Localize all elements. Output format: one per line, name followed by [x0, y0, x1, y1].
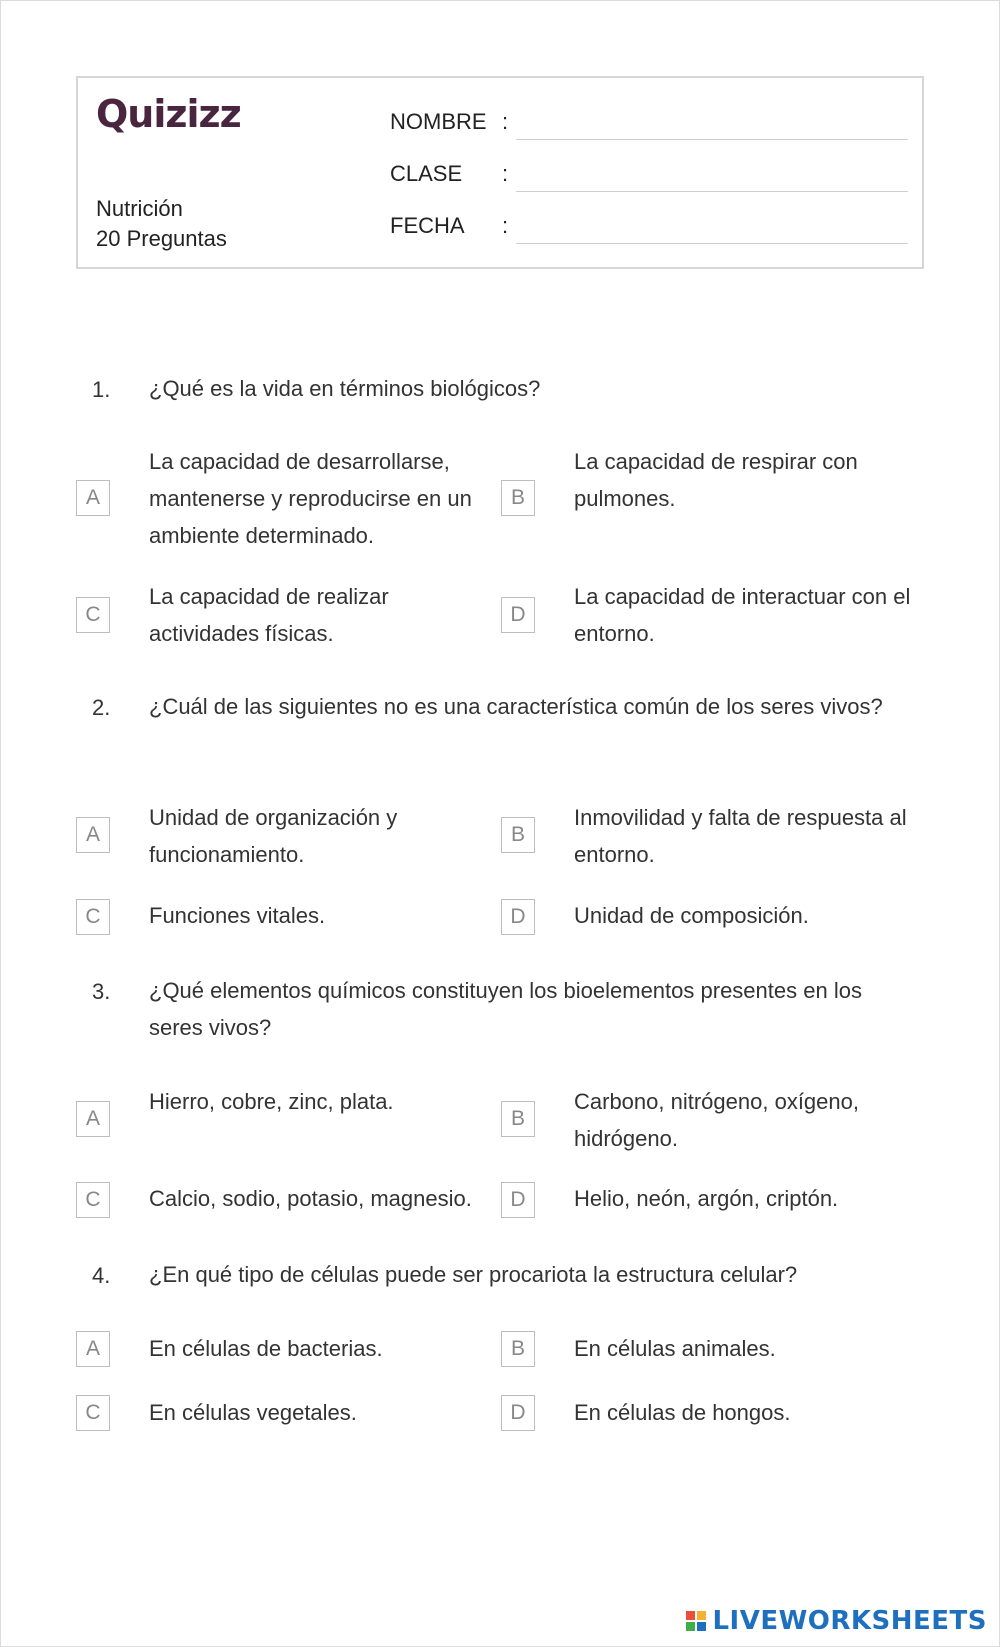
option-text: La capacidad de realizar actividades físicas. [149, 584, 389, 646]
question-text: ¿Qué elementos químicos constituyen los bioelementos presentes en los seres vivos? [149, 978, 862, 1040]
option-letter-box[interactable]: C [76, 1182, 110, 1218]
date-colon: : [502, 213, 509, 238]
option-letter-box[interactable]: D [501, 1182, 535, 1218]
liveworksheets-wordmark: LIVEWORKSHEETS [712, 1606, 987, 1636]
logo-square [697, 1611, 706, 1620]
class-colon: : [502, 161, 509, 186]
option-text: Hierro, cobre, zinc, plata. [149, 1089, 394, 1114]
option-letter-box[interactable]: B [501, 480, 535, 516]
option-text: En células animales. [574, 1336, 776, 1361]
liveworksheets-logo-icon [686, 1611, 706, 1631]
question-text: ¿Qué es la vida en términos biológicos? [149, 376, 541, 401]
option-letter-box[interactable]: A [76, 1331, 110, 1367]
option-text: En células de hongos. [574, 1400, 791, 1425]
quiz-title: Nutrición [96, 196, 183, 221]
option-text: La capacidad de desarrollarse, mantenerse y reproducirse en un ambiente determinado. [149, 449, 472, 548]
option-text: Unidad de organización y funcionamiento. [149, 805, 398, 867]
option-text: Calcio, sodio, potasio, magnesio. [149, 1186, 472, 1211]
header-box [76, 76, 924, 269]
question-number: 3. [92, 979, 111, 1004]
liveworksheets-branding [686, 1606, 987, 1636]
option-letter-box[interactable]: B [501, 817, 535, 853]
option-letter-box[interactable]: C [76, 899, 110, 935]
date-label: FECHA [390, 213, 465, 238]
question-number: 2. [92, 695, 111, 720]
logo-square [686, 1611, 695, 1620]
question-number: 4. [92, 1263, 111, 1288]
option-letter-box[interactable]: B [501, 1101, 535, 1137]
option-letter-box[interactable]: A [76, 1101, 110, 1137]
option-text: Inmovilidad y falta de respuesta al entorno. [574, 805, 907, 867]
option-letter-box[interactable]: D [501, 899, 535, 935]
logo-square [686, 1622, 695, 1631]
quizizz-logo: Quizizz [96, 92, 241, 136]
question-text: ¿Cuál de las siguientes no es una característica común de los seres vivos? [149, 694, 883, 719]
option-letter-box[interactable]: A [76, 817, 110, 853]
option-text: Helio, neón, argón, criptón. [574, 1186, 839, 1211]
date-input-line[interactable] [516, 243, 908, 244]
class-input-line[interactable] [516, 191, 908, 192]
option-letter-box[interactable]: C [76, 597, 110, 633]
name-label: NOMBRE [390, 109, 487, 134]
option-text: La capacidad de interactuar con el entorno. [574, 584, 911, 646]
option-letter-box[interactable]: D [501, 597, 535, 633]
option-text: La capacidad de respirar con pulmones. [574, 449, 858, 511]
name-input-line[interactable] [516, 139, 908, 140]
option-text: En células de bacterias. [149, 1336, 383, 1361]
option-text: En células vegetales. [149, 1400, 357, 1425]
name-colon: : [502, 109, 509, 134]
class-label: CLASE [390, 161, 463, 186]
question-number: 1. [92, 377, 111, 402]
option-text: Funciones vitales. [149, 903, 326, 928]
option-letter-box[interactable]: B [501, 1331, 535, 1367]
question-count: 20 Preguntas [96, 226, 227, 251]
option-text: Carbono, nitrógeno, oxígeno, hidrógeno. [574, 1089, 859, 1151]
logo-square [697, 1622, 706, 1631]
question-text: ¿En qué tipo de células puede ser procariota la estructura celular? [149, 1262, 798, 1287]
option-letter-box[interactable]: C [76, 1395, 110, 1431]
option-letter-box[interactable]: A [76, 480, 110, 516]
option-text: Unidad de composición. [574, 903, 809, 928]
option-letter-box[interactable]: D [501, 1395, 535, 1431]
